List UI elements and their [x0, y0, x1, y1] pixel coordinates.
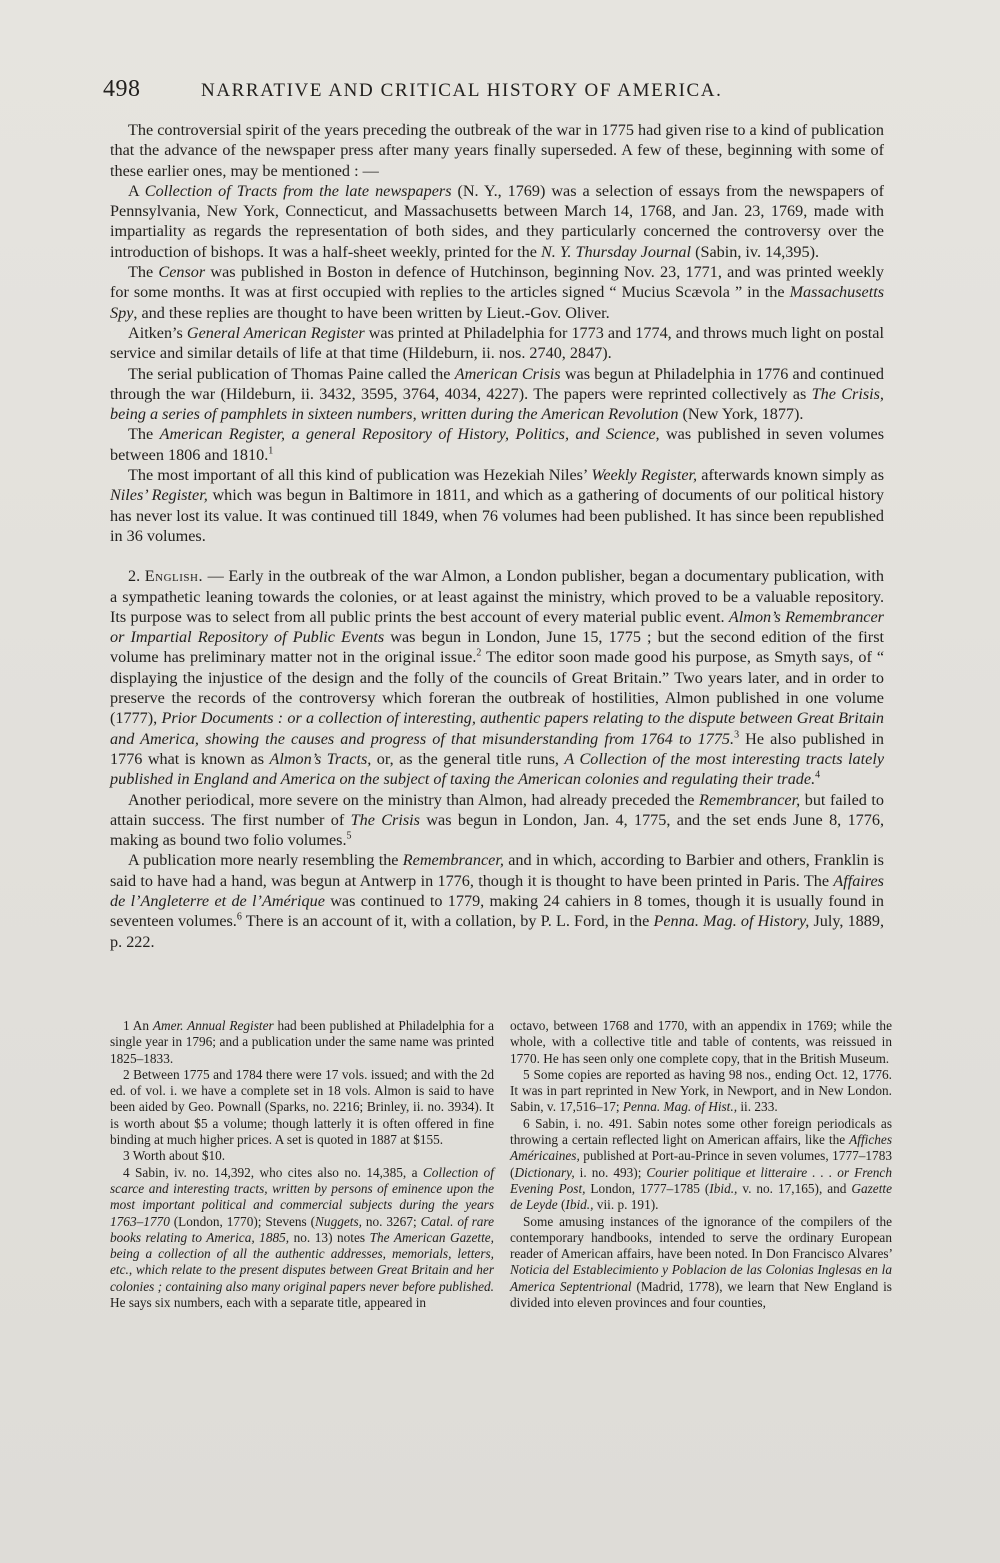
paragraph-censor: The Censor was published in Boston in defence of Hutchinson, beginning Nov. 23, 1771, and was printed weekly for some months. It was at first occupied with replies to the articles signed “ Mucius Scævola ” in the Massachusetts Spy, and these replies are thought to have been written by Lieut.-Gov. Oliver. [110, 263, 884, 322]
title-american-register: American Register, a general Repository of History, Politics, and Science, [159, 425, 660, 444]
footnotes-left-column [110, 1018, 494, 1311]
title-the-crisis-series: The Crisis, being a series of pamphlets in sixteen numbers, written during the American Revolution [110, 384, 884, 424]
page-number: 498 [103, 76, 141, 102]
footnote-4: 4 Sabin, iv. no. 14,392, who cites also no. 14,385, a Collection of scarce and interesting tracts, written by persons of eminence upon the most important political and commercial subjects during the years 1763–1770 (London, 1770); Stevens (Nuggets, no. 3267; Catal. of rare books relating to America, 1885, no. 13) notes The American Gazette, being a collection of all the authentic addresses, memorials, letters, etc., which relate to the present disputes between Great Britain and her colonies ; containing also many original papers never before published. He says six numbers, each with a separate title, appeared in [110, 1164, 494, 1311]
title-niles-register: Niles’ Register, [110, 486, 208, 505]
running-title: NARRATIVE AND CRITICAL HISTORY OF AMERICA. [201, 80, 723, 101]
footnote-3: 3 Worth about $10. [123, 1148, 226, 1164]
footnote-6: 6 Sabin, i. no. 491. Sabin notes some other foreign periodicals as throwing a certain reflected light on American affairs, like the Affiches Américaines, published at Port-au-Prince in seven volumes, 1777–1783 (Dictionary, i. no. 493); Courier politique et litteraire . . . or French Evening Post, London, 1777–1785 (Ibid., v. no. 17,165), and Gazette de Leyde (Ibid., vii. p. 191). [510, 1115, 892, 1213]
title-weekly-register: Weekly Register, [591, 466, 698, 485]
paragraph-paine: The serial publication of Thomas Paine called the American Crisis was begun at Philadelphia in 1776 and continued through the war (Hildeburn, ii. 3432, 3595, 3764, 4034, 4227). The papers were reprinted collectively as The Crisis, being a series of pamphlets in sixteen numbers, written during the American Revolution (New York, 1877). [110, 364, 885, 424]
section-heading: English. [144, 567, 204, 586]
footnote-ref-5: 5 [346, 830, 352, 842]
title-american-crisis: American Crisis [454, 364, 561, 383]
footnote-ref-1: 1 [268, 445, 274, 457]
title-ny-thursday-journal: N. Y. Thursday Journal [540, 242, 692, 261]
paragraph-affaires: A publication more nearly resembling the Remembrancer, and in which, according to Barbier and others, Franklin is said to have had a hand, was begun at Antwerp in 1776, though it is thought to have been printed in Paris. The Affaires de l’Angleterre et de l’Amérique was continued to 1779, making 24 cahiers in 8 tomes, though it is usually found in seventeen volumes.$^6$ There is an account of it, with a collation, by P. L. Ford, in the Penna. Mag. of History, July, 1889, p. 222. [110, 851, 885, 951]
main-text [110, 120, 884, 952]
title-massachusetts-spy: Massachusetts Spy [110, 283, 884, 322]
paragraph-collection-of-tracts: A Collection of Tracts from the late newspapers (N. Y., 1769) was a selection of essays from the newspapers of Pennsylvania, New York, Connecticut, and Massachusetts between March 14, 1768, and Jan. 23, 1769, made with impartiality as regards the representation of both sides, and they particularly concerned the controversy over the introduction of bishops. It was a half-sheet weekly, printed for the N. Y. Thursday Journal (Sabin, iv. 14,395). [110, 181, 885, 261]
title-censor: Censor [158, 263, 206, 282]
paragraph-aitken: Aitken’s General American Register was printed at Philadelphia for 1773 and 1774, and throws much light on postal service and similar details of life at that time (Hildeburn, ii. nos. 2740, 2847). [110, 323, 884, 363]
footnote-ref-3: 3 [734, 729, 740, 741]
footnote-2: 2 Between 1775 and 1784 there were 17 vols. issued; and with the 2d ed. of vol. i. we have a complete set in 18 vols. Almon is said to have been aided by Geo. Pownall (Sparks, no. 2216; Brinley, ii. no. 3934). It is worth about $5 a volume; though latterly it is often offered in fine binding at much higher prices. A set is quoted in 1887 at $155. [110, 1066, 494, 1148]
title-general-american-register: General American Register [186, 323, 365, 342]
paragraph-american-register: The American Register, a general Repository of History, Politics, and Science, was published in seven volumes between 1806 and 1810.$^1$ [110, 425, 884, 464]
footnote-5: 5 Some copies are reported as having 98 nos., ending Oct. 12, 1776. It was in part reprinted in New York, in Newport, and in New London. Sabin, v. 17,516–17; Penna. Mag. of Hist., ii. 233. [510, 1066, 892, 1115]
footnote-4-continued: octavo, between 1768 and 1770, with an appendix in 1769; while the whole, with a collective title and table of contents, was reissued in 1770. He has seen only one complete copy, that in the British Museum. [510, 1018, 892, 1066]
section-english: 2. English. — Early in the outbreak of the war Almon, a London publisher, began a documentary publication, with a sympathetic leaning towards the colonies, or at least against the ministry, which proved to be a valuable repository. Its purpose was to select from all public prints the best account of every material public event. Almon’s Remembrancer or Impartial Repository of Public Events was begun in London, June 15, 1775 ; but the second edition of the first volume has preliminary matter not in the original issue.$^2$ The editor soon made good his purpose, as Smyth says, of “ displaying the injustice of the design and the folly of the councils of Great Britain.” Two years later, and in order to preserve the records of the controversy which foreran the outbreak of hostilities, Almon published in one volume (1777), Prior Documents : or a collection of interesting, authentic papers relating to the dispute between Great Britain and America, showing the causes and progress of that misunderstanding from 1764 to 1775.$^3$ He also published in 1776 what is known as Almon’s Tracts, or, as the general title runs, A Collection of the most interesting tracts lately published in England and America on the subject of taxing the American colonies and regulating their trade.$^4$ [110, 567, 885, 789]
footnote-6-continuation: Some amusing instances of the ignorance of the compilers of the contemporary handbooks, intended to serve the ordinary European reader of American affairs, have been noted. In Don Francisco Alvares’ Noticia del Establecimiento y Poblacion de las Colonias Inglesas en la America Septentrional (Madrid, 1778), we learn that New England is divided into eleven provinces and four counties, [510, 1213, 892, 1311]
footnotes-right-column [510, 1018, 892, 1311]
page-header [103, 74, 793, 114]
footnotes [110, 1018, 892, 1398]
title-collection-of-tracts: Collection of Tracts from the late newspapers [144, 181, 452, 200]
paragraph-crisis-london: Another periodical, more severe on the ministry than Almon, had already preceded the Remembrancer, but failed to attain success. The first number of The Crisis was begun in London, Jan. 4, 1775, and the set ends June 8, 1776, making as bound two folio volumes.$^5$ [110, 790, 885, 850]
footnote-ref-6: 6 [236, 911, 242, 923]
footnote-ref-4: 4 [815, 769, 821, 781]
paragraph-intro: The controversial spirit of the years preceding the outbreak of the war in 1775 had given rise to a kind of publication that the advance of the newspaper press after many years finally superseded. A few of these, beginning with some of these earlier ones, may be mentioned : — [110, 121, 884, 180]
paragraph-niles: The most important of all this kind of publication was Hezekiah Niles’ Weekly Register, afterwards known simply as Niles’ Register, which was begun in Baltimore in 1811, and which as a gathering of documents of our political history has never lost its value. It was continued till 1849, when 76 volumes had been published. It has since been republished in 36 volumes. [110, 466, 884, 545]
footnote-ref-2: 2 [476, 648, 482, 660]
footnote-1: 1 An Amer. Annual Register had been published at Philadelphia for a single year in 1796; and a publication under the same name was printed 1825–1833. [110, 1018, 494, 1066]
section-number: 2. [128, 567, 145, 586]
